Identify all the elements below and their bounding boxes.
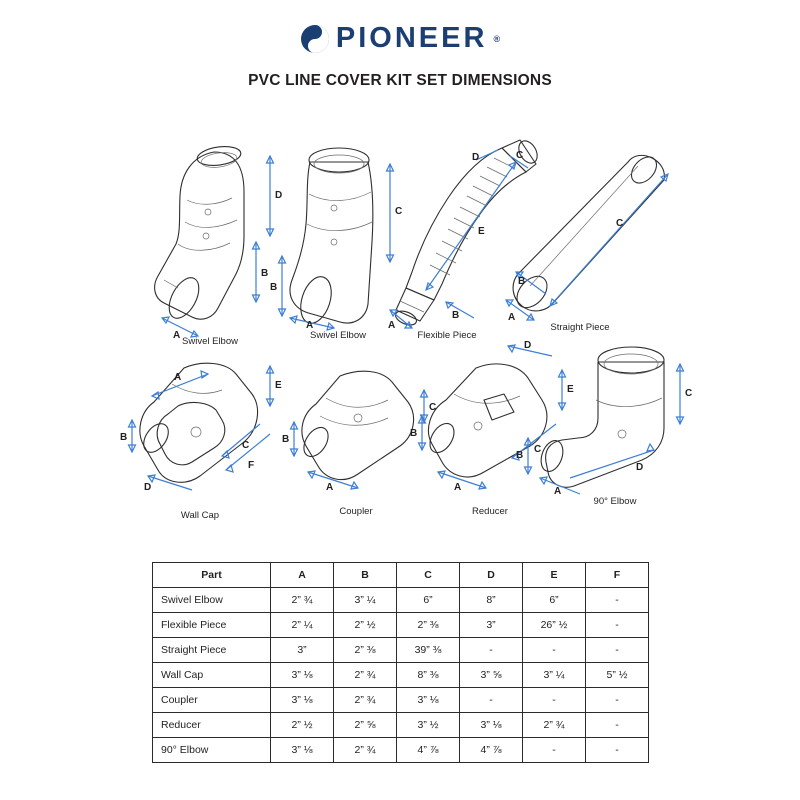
column-header-d: D (460, 563, 523, 588)
cell-c: 4” ⅞ (397, 738, 460, 763)
column-header-b: B (334, 563, 397, 588)
svg-text:A: A (454, 482, 462, 493)
cell-f: - (586, 738, 649, 763)
table-row (153, 688, 649, 713)
part-straight-piece (500, 150, 690, 333)
svg-text:B: B (120, 432, 128, 443)
table-row (153, 638, 649, 663)
part-wall-cap (120, 350, 300, 521)
cell-a: 3” (271, 638, 334, 663)
column-header-e: E (523, 563, 586, 588)
svg-text:D: D (275, 190, 283, 201)
table-row (153, 588, 649, 613)
cell-c: 8” ⅜ (397, 663, 460, 688)
caption-coupler: Coupler (339, 506, 373, 517)
cell-e: - (523, 638, 586, 663)
column-header-part: Part (153, 563, 271, 588)
svg-text:C: C (534, 444, 542, 455)
svg-text:C: C (395, 206, 403, 217)
cell-a: 3” ⅛ (271, 688, 334, 713)
cell-b: 2” ¾ (334, 663, 397, 688)
cell-b: 2” ½ (334, 613, 397, 638)
svg-text:B: B (282, 434, 290, 445)
cell-a: 3” ⅛ (271, 738, 334, 763)
cell-d: 4” ⅞ (460, 738, 523, 763)
svg-text:E: E (275, 380, 282, 391)
cell-part: Flexible Piece (153, 613, 271, 638)
svg-text:E: E (567, 384, 574, 395)
dimensions-table-wrapper (152, 562, 649, 763)
svg-text:A: A (554, 486, 562, 497)
svg-text:B: B (410, 428, 418, 439)
svg-text:C: C (429, 402, 437, 413)
svg-text:B: B (261, 268, 269, 279)
svg-text:B: B (270, 282, 278, 293)
svg-text:B: B (516, 450, 524, 461)
cell-d: 3” ⅝ (460, 663, 523, 688)
column-header-a: A (271, 563, 334, 588)
cell-part: Wall Cap (153, 663, 271, 688)
svg-text:A: A (388, 320, 396, 331)
cell-c: 3” ½ (397, 713, 460, 738)
cell-e: 26” ½ (523, 613, 586, 638)
cell-f: - (586, 638, 649, 663)
cell-d: 3” ⅛ (460, 713, 523, 738)
svg-text:C: C (242, 440, 250, 451)
cell-c: 6” (397, 588, 460, 613)
table-row (153, 738, 649, 763)
cell-d: 3” (460, 613, 523, 638)
table-row (153, 663, 649, 688)
table-row (153, 713, 649, 738)
svg-text:D: D (636, 462, 644, 473)
cell-c: 2” ⅜ (397, 613, 460, 638)
cell-a: 2” ½ (271, 713, 334, 738)
cell-b: 2” ¾ (334, 688, 397, 713)
cell-b: 2” ⅜ (334, 638, 397, 663)
brand-header (0, 22, 800, 62)
cell-f: - (586, 713, 649, 738)
cell-a: 2” ¾ (271, 588, 334, 613)
cell-part: Straight Piece (153, 638, 271, 663)
caption-reducer: Reducer (472, 506, 508, 517)
cell-part: 90° Elbow (153, 738, 271, 763)
cell-part: Reducer (153, 713, 271, 738)
cell-f: - (586, 588, 649, 613)
cell-e: - (523, 738, 586, 763)
svg-text:A: A (508, 312, 516, 323)
svg-text:D: D (472, 152, 480, 163)
cell-f: - (586, 613, 649, 638)
dimensions-table (152, 562, 649, 763)
cell-e: 3” ¼ (523, 663, 586, 688)
caption-flexible-piece: Flexible Piece (417, 330, 477, 341)
cell-part: Swivel Elbow (153, 588, 271, 613)
svg-text:C: C (685, 388, 693, 399)
cell-d: - (460, 688, 523, 713)
svg-text:A: A (174, 372, 182, 383)
svg-text:D: D (144, 482, 152, 493)
cell-c: 3” ⅛ (397, 688, 460, 713)
column-header-f: F (586, 563, 649, 588)
svg-text:A: A (306, 320, 314, 331)
cell-e: 6” (523, 588, 586, 613)
caption-90-elbow: 90° Elbow (593, 496, 637, 507)
cell-a: 2” ¼ (271, 613, 334, 638)
svg-text:A: A (326, 482, 334, 493)
svg-text:E: E (478, 226, 485, 237)
diagram-area (0, 110, 800, 550)
svg-text:C: C (616, 218, 624, 229)
caption-swivel-elbow-1: Swivel Elbow (182, 336, 238, 347)
registered-trademark-icon: ® (493, 33, 501, 44)
cell-e: 2” ¾ (523, 713, 586, 738)
svg-text:B: B (452, 310, 460, 321)
brand-wordmark: PIONEER (335, 22, 488, 54)
svg-text:A: A (173, 330, 181, 341)
pioneer-logo-icon (300, 24, 330, 54)
svg-text:B: B (518, 276, 526, 287)
column-header-c: C (397, 563, 460, 588)
svg-text:C: C (516, 150, 524, 161)
cell-part: Coupler (153, 688, 271, 713)
cell-d: - (460, 638, 523, 663)
cell-f: 5” ½ (586, 663, 649, 688)
cell-b: 2” ⅝ (334, 713, 397, 738)
table-row (153, 613, 649, 638)
cell-f: - (586, 688, 649, 713)
cell-e: - (523, 688, 586, 713)
cell-a: 3” ⅛ (271, 663, 334, 688)
table-header-row (153, 563, 649, 588)
part-90-elbow (516, 338, 700, 507)
cell-b: 3” ¼ (334, 588, 397, 613)
caption-wall-cap: Wall Cap (180, 510, 220, 521)
cell-c: 39” ⅜ (397, 638, 460, 663)
cell-b: 2” ¾ (334, 738, 397, 763)
page-title: PVC LINE COVER KIT SET DIMENSIONS (248, 72, 552, 89)
caption-straight-piece: Straight Piece (550, 322, 610, 333)
cell-d: 8” (460, 588, 523, 613)
caption-swivel-elbow-2: Swivel Elbow (310, 330, 366, 341)
svg-text:D: D (524, 340, 532, 351)
svg-text:F: F (248, 460, 255, 471)
